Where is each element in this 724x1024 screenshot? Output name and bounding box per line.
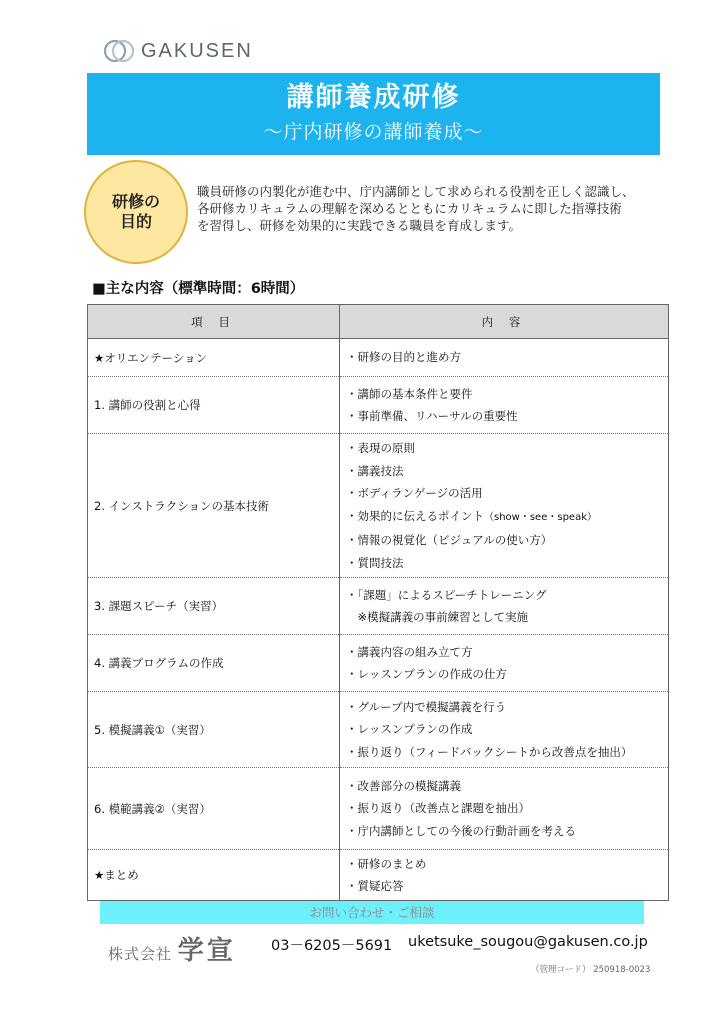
desc-line: ・講義技法 bbox=[346, 463, 404, 478]
table-row bbox=[88, 692, 669, 768]
company-name bbox=[108, 930, 236, 967]
row-desc bbox=[340, 850, 669, 901]
page-subtitle: ～庁内研修の講師養成～ bbox=[263, 121, 484, 143]
row-desc bbox=[340, 377, 669, 434]
desc-line: ・質疑応答 bbox=[346, 879, 404, 893]
purpose-badge-line: 目的 bbox=[119, 212, 152, 231]
purpose-text-line: 各研修カリキュラムの理解を深めるとともにカリキュラムに即した指導技術 bbox=[197, 201, 622, 216]
content-table bbox=[87, 304, 669, 901]
row-item: 5. 模擬講義①（実習） bbox=[88, 692, 340, 768]
table-row bbox=[88, 850, 669, 901]
gakusen-logo-icon bbox=[103, 36, 135, 66]
gakusen-logo bbox=[103, 36, 253, 66]
desc-line: ・ボディランゲージの活用 bbox=[346, 486, 483, 500]
desc-note: （show・see・speak） bbox=[484, 511, 597, 523]
row-desc bbox=[340, 434, 669, 578]
purpose-text bbox=[197, 183, 667, 234]
management-code: （管理コード） 250918-0023 bbox=[531, 965, 651, 975]
row-desc bbox=[340, 635, 669, 692]
table-row bbox=[88, 578, 669, 635]
purpose-text-line: 職員研修の内製化が進む中、庁内講師として求められる役割を正しく認識し、 bbox=[197, 184, 635, 199]
row-item: 4. 講義プログラムの作成 bbox=[88, 635, 340, 692]
section-heading: ■主な内容（標準時間：6時間） bbox=[92, 281, 305, 297]
desc-line: ・講義内容の組み立て方 bbox=[346, 644, 473, 659]
company-logo-name: 学宣 bbox=[177, 936, 236, 966]
table-header-row bbox=[88, 305, 669, 339]
desc-line: ・振り返り（フィードバックシートから改善点を抽出） bbox=[346, 744, 633, 759]
desc-line: ・振り返り（改善点と課題を抽出） bbox=[346, 801, 530, 816]
table-row bbox=[88, 434, 669, 578]
desc-line-with-note bbox=[346, 505, 662, 530]
desc-line: ・情報の視覚化（ビジュアルの使い方） bbox=[346, 533, 553, 547]
header-item: 項 目 bbox=[88, 305, 340, 339]
row-desc bbox=[340, 339, 669, 377]
desc-line-text: ・効果的に伝えるポイント bbox=[346, 508, 484, 523]
purpose-badge-line: 研修の bbox=[111, 192, 160, 211]
row-desc bbox=[340, 578, 669, 635]
table-row bbox=[88, 339, 669, 377]
desc-line: ※模擬講義の事前練習として実施 bbox=[346, 610, 529, 624]
desc-line: ・事前準備、リハーサルの重要性 bbox=[346, 409, 518, 423]
phone-number[interactable]: 03－6205－5691 bbox=[271, 938, 393, 954]
row-desc bbox=[340, 768, 669, 850]
purpose-text-line: を習得し、研修を効果的に実践できる職員を育成します。 bbox=[197, 218, 522, 233]
company-prefix: 株式会社 bbox=[108, 945, 173, 963]
table-row bbox=[88, 377, 669, 434]
desc-line: ・研修のまとめ bbox=[346, 856, 427, 871]
row-item: ★オリエンテーション bbox=[88, 339, 340, 377]
row-item: 3. 課題スピーチ（実習） bbox=[88, 578, 340, 635]
row-item: 1. 講師の役割と心得 bbox=[88, 377, 340, 434]
desc-line: ・グループ内で模擬講義を行う bbox=[346, 699, 507, 714]
email-link[interactable]: uketsuke_sougou@gakusen.co.jp bbox=[408, 934, 648, 950]
table-row bbox=[88, 768, 669, 850]
brand-name: GAKUSEN bbox=[141, 39, 253, 62]
table-row bbox=[88, 635, 669, 692]
row-item: ★まとめ bbox=[88, 850, 340, 901]
desc-line: ・庁内講師としての今後の行動計画を考える bbox=[346, 823, 576, 838]
page-title: 講師養成研修 bbox=[286, 82, 461, 113]
desc-line: ・レッスンプランの作成の仕方 bbox=[346, 667, 507, 681]
desc-line: ・表現の原則 bbox=[346, 441, 415, 455]
desc-line: ・講師の基本条件と要件 bbox=[346, 386, 473, 401]
row-item: 2. インストラクションの基本技術 bbox=[88, 434, 340, 578]
header-content: 内 容 bbox=[340, 305, 669, 339]
desc-line: ・「課題」によるスピーチトレーニング bbox=[346, 587, 547, 602]
desc-line: ・改善部分の模擬講義 bbox=[346, 778, 461, 793]
desc-line: ・質問技法 bbox=[346, 555, 404, 570]
desc-line: ・研修の目的と進め方 bbox=[346, 350, 461, 365]
row-item: 6. 模範講義②（実習） bbox=[88, 768, 340, 850]
purpose-badge bbox=[84, 160, 188, 264]
contact-bar: お問い合わせ・ご相談 bbox=[100, 901, 644, 924]
title-banner bbox=[87, 73, 660, 155]
desc-line: ・レッスンプランの作成 bbox=[346, 722, 473, 737]
row-desc bbox=[340, 692, 669, 768]
